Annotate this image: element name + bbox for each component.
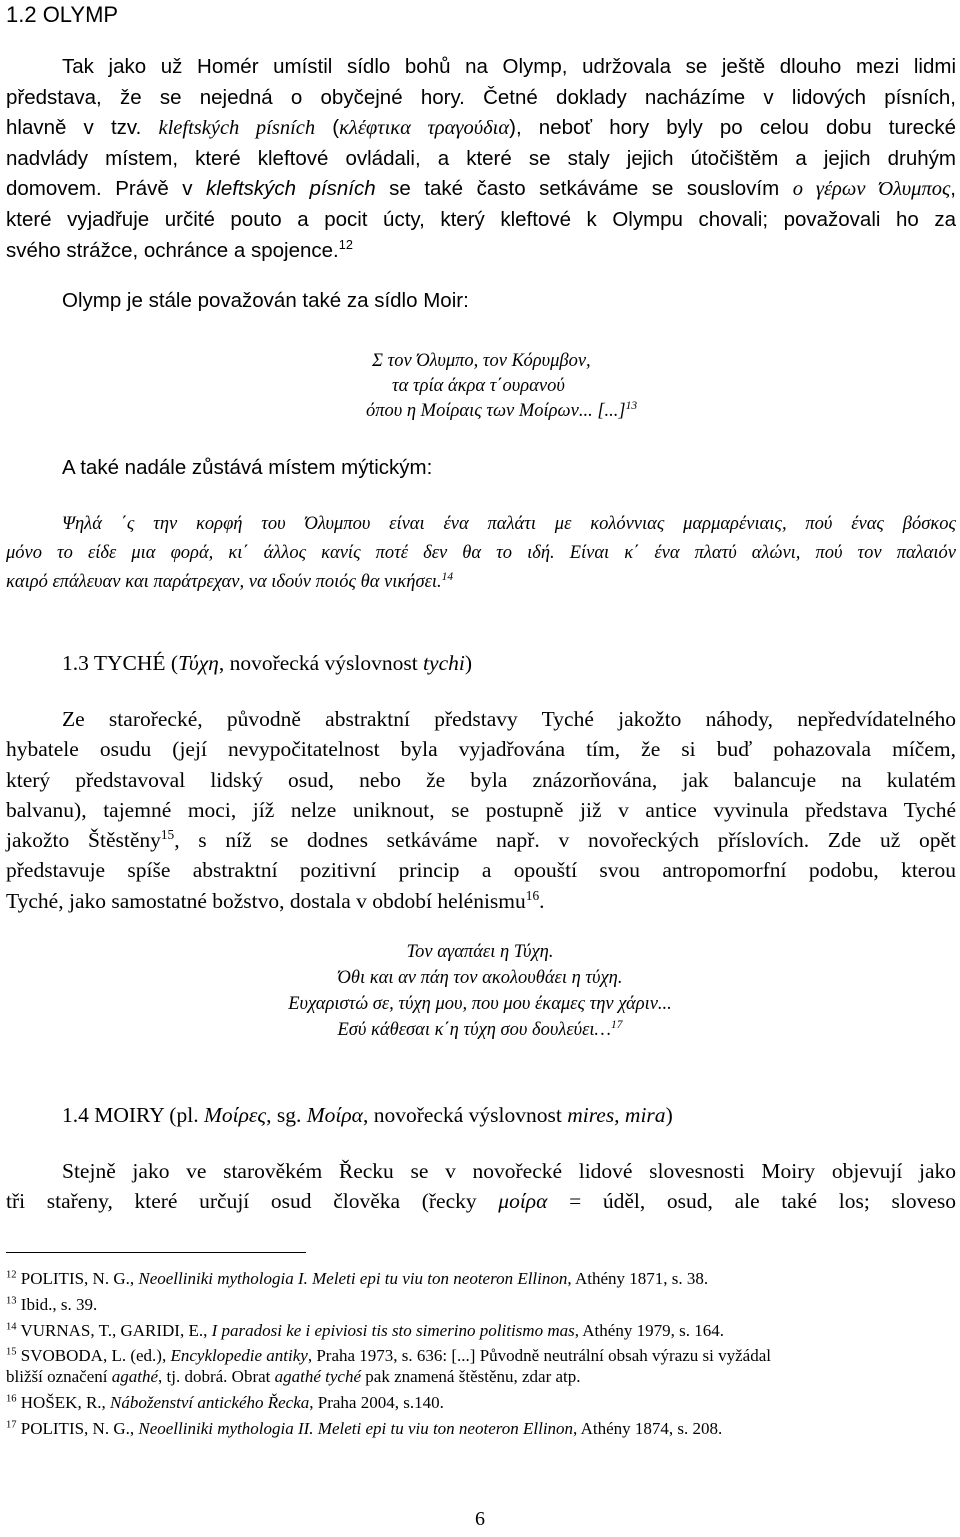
proverb-line: Όθι και αν πάη τον ακολουθάει η τύχη. bbox=[337, 968, 623, 988]
footnote: $^{16}$ HOŠEK, R., Náboženství antického Řecka, Praha 2004, s.140. bbox=[6, 1393, 444, 1412]
paragraph-line: καιρό επάλευαν και παράτρεχαν, να ιδούν ποιός θα νικήσει.$^{14}$ bbox=[6, 571, 454, 593]
footnote: $^{13}$ Ibid., s. 39. bbox=[6, 1295, 98, 1314]
paragraph-line: Ψηλά ΄ς την κορφή του Όλυμπου είναι ένα παλάτι με κολόννιας μαρμαρένιαις, πού ένας βόσκος bbox=[62, 514, 956, 534]
footnote: $^{15}$ SVOBODA, L. (ed.), Encyklopedie antiky, Praha 1973, s. 636: [...] Původně neutrální obsah výrazu si vyžádal bližší označení agathé, tj. dobrá. Obrat agathé tyché pak znamená štěstěnu, zdar atp. bbox=[6, 1346, 771, 1386]
footnote: $^{17}$ POLITIS, N. G., Neoelliniki mythologia II. Meleti epi tu viu ton neoteron Ellinon, Athény 1874, s. 208. bbox=[6, 1419, 723, 1438]
section-heading-tyche: 1.3 TYCHÉ (Τύχη, novořecká výslovnost tychi) bbox=[62, 651, 473, 675]
italic-term: kleftských písních bbox=[158, 117, 316, 140]
paragraph-line: Stejně jako ve starověkém Řecku se v novořecké lidové slovesnosti Moiry objevují jako bbox=[62, 1159, 956, 1183]
footnote-ref: 17 bbox=[611, 1018, 623, 1031]
footnote: $^{12}$ POLITIS, N. G., Neoelliniki mythologia I. Meleti epi tu viu ton neoteron Ellinon, Athény 1871, s. 38. bbox=[6, 1269, 709, 1288]
paragraph-line: Tyché, jako samostatné božstvo, dostala v období helénismu$^{16}$. bbox=[6, 887, 545, 913]
paragraph-line: Tak jako už Homér umístil sídlo bohů na Olymp, udržovala se ještě dlouho mezi lidmi bbox=[62, 55, 956, 78]
poem-line: όπου η Μοίραις των Μοίρων... [...]$^{13}$ bbox=[366, 399, 638, 421]
paragraph-line: hybatele osudu (její nevypočitatelnost byla vyjadřována tím, že si buď pohazovala míčem, bbox=[6, 737, 956, 762]
footnote: $^{14}$ VURNAS, T., GARIDI, E., I paradosi ke i epiviosi tis sto simerino politismo mas, Athény 1979, s. 164. bbox=[6, 1321, 724, 1340]
paragraph-line: který představoval lidský osud, nebo že byla znázorňována, jak balancuje na kulatém bbox=[6, 767, 956, 792]
proverb-line: Τον αγαπάει η Τύχη. bbox=[406, 942, 554, 962]
moir-intro: Olymp je stále považován také za sídlo Moir: bbox=[62, 289, 469, 312]
paragraph-line: jakožto Štěstěny$^{15}$, s níž se dodnes setkáváme např. v novořeckých příslovích. Zde už opět bbox=[6, 827, 956, 853]
olymp-paragraph bbox=[6, 52, 956, 266]
proverb-line: Εσύ κάθεσαι κ΄η τύχη σου δουλεύει…$^{17}$ bbox=[337, 1018, 623, 1040]
greek-term: κλέφτικα τραγούδια bbox=[339, 117, 510, 140]
footnote-ref: 12 bbox=[338, 236, 353, 252]
paragraph-line: představuje spíše abstraktní pozitivní princip a opouští svou antropomorfní podobu, kterou bbox=[6, 858, 956, 883]
paragraph-line: domovem. Právě v kleftských písních se také často setkáváme se souslovím ο γέρων Όλυμπος, bbox=[6, 177, 956, 201]
italic-term: kleftských písních bbox=[206, 177, 376, 201]
greek-paragraph bbox=[6, 510, 956, 598]
paragraph-line: představa, že se nejedná o obyčejné hory. Četné doklady nacházíme v lidových písních, bbox=[6, 85, 956, 109]
poem-line: τα τρία άκρα τ΄ουρανού bbox=[392, 376, 565, 396]
footnote-divider bbox=[6, 1252, 306, 1253]
footnote-ref: 15 bbox=[160, 827, 175, 843]
footnote-ref: 16 bbox=[525, 887, 540, 903]
paragraph-line: hlavně v tzv. kleftských písních (κλέφτικα τραγούδια), neboť hory byly po celou dobu turecké bbox=[6, 116, 956, 140]
paragraph-line: balvanu), tajemné moci, jíž nelze uniknout, se postupně již v antice vyvinula představa Tyché bbox=[6, 797, 956, 822]
section-heading-moiry: 1.4 MOIRY (pl. Μοίρες, sg. Μοίρα, novořecká výslovnost mires, mira) bbox=[62, 1103, 673, 1127]
poem-line: Σ τον Όλυμπο, τον Κόρυμβον, bbox=[372, 351, 591, 371]
paragraph-line: tři stařeny, které určují osud člověka (řecky μοίρα = úděl, osud, ale také los; sloveso bbox=[6, 1189, 956, 1214]
paragraph-line: nadvlády místem, které kleftové ovládali, a které se staly jejich útočištěm a jejich druhým bbox=[6, 146, 956, 170]
footnote-ref: 13 bbox=[625, 399, 638, 412]
paragraph-line: μόνο το είδε μια φορά, κι΄ άλλος κανίς ποτέ δεν θα το ιδή. Είναι κ΄ ένα πλατύ αλώνι, πού τον παλαιόν bbox=[6, 543, 956, 564]
moiry-paragraph bbox=[6, 1156, 956, 1217]
greek-term: ο γέρων Όλυμπος bbox=[792, 178, 951, 201]
tyche-paragraph bbox=[6, 704, 956, 916]
section-heading-olymp: 1.2 OLYMP bbox=[6, 2, 119, 27]
paragraph-line: které vyjadřuje určité pouto a pocit úcty, který kleftové k Olympu chovali; považovali ho za bbox=[6, 207, 956, 231]
proverb-line: Ευχαριστώ σε, τύχη μου, που μου έκαμες την χάριν... bbox=[288, 994, 672, 1014]
mythic-intro: A také nadále zůstává místem mýtickým: bbox=[62, 456, 433, 479]
paragraph-line: Ze starořecké, původně abstraktní představy Tyché jakožto náhody, nepředvídatelného bbox=[62, 707, 956, 731]
footnote-ref: 14 bbox=[441, 571, 454, 584]
page-number: 6 bbox=[475, 1508, 485, 1530]
paragraph-line: svého strážce, ochránce a spojence.$^{12}$ bbox=[6, 236, 353, 262]
